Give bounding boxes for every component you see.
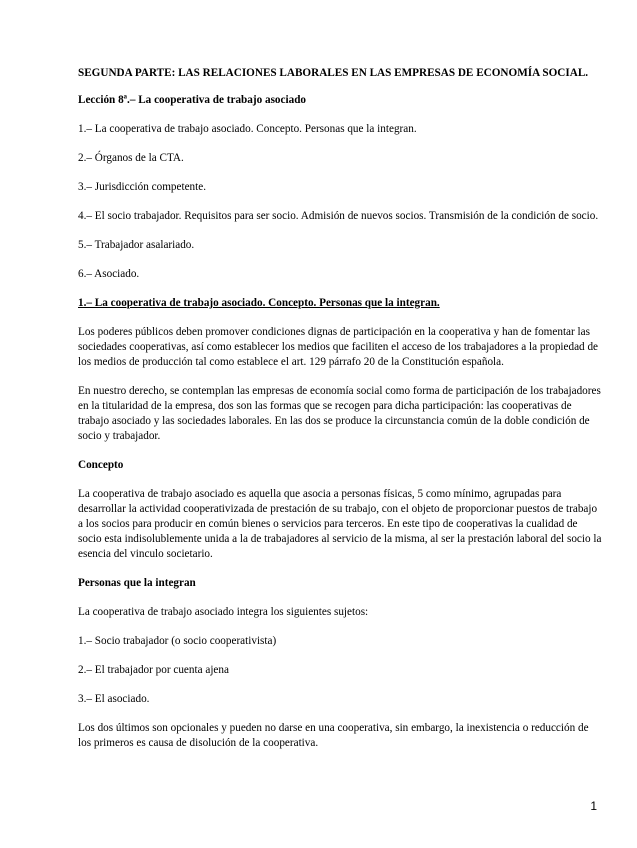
index-item: 2.– Órganos de la CTA. [78,152,184,164]
list-item: 3.– El asociado. [78,693,150,705]
page-number: 1 [590,799,597,813]
personas-heading: Personas que la integran [78,577,196,589]
index-item: 6.– Asociado. [78,268,140,280]
paragraph: Los poderes públicos deben promover condiciones dignas de participación en la cooperativa y han de fomentar las sociedades cooperativas, así como establecer los medios que faciliten el acceso de los trabajadores a la propiedad de los medios de producción tal como establece el art. 129 párrafo 20 de la Constitución española. [78,326,599,368]
paragraph: La cooperativa de trabajo asociado es aquella que asocia a personas físicas, 5 como mínimo, agrupadas para desarrollar la actividad cooperativizada de prestación de su trabajo, con el objeto de proporcionar puestos de trabajo a los socios para producir en común bienes o servicios para terceros. En este tipo de cooperativas la cualidad de socio esta indisolublemente unida a la de trabajadores al servicio de la misma, al ser la prestación laboral del socio la esencia del vinculo societario. [78,488,602,560]
paragraph: En nuestro derecho, se contemplan las empresas de economía social como forma de participación de los trabajadores en la titularidad de la empresa, dos son las formas que se recogen para dicha participación: las cooperativas de trabajo asociado y las sociedades laborales. En las dos se produce la circunstancia común de la doble condición de socio y trabajador. [78,385,601,442]
index-item: 1.– La cooperativa de trabajo asociado. Concepto. Personas que la integran. [78,123,417,135]
lesson-heading: Lección 8ª.– La cooperativa de trabajo asociado [78,94,307,106]
paragraph: Los dos últimos son opcionales y pueden no darse en una cooperativa, sin embargo, la inexistencia o reducción de los primeros es causa de disolución de la cooperativa. [78,722,589,749]
concepto-heading: Concepto [78,459,124,471]
index-item: 4.– El socio trabajador. Requisitos para ser socio. Admisión de nuevos socios. Transmisión de la condición de socio. [78,210,599,222]
index-item: 5.– Trabajador asalariado. [78,239,195,251]
paragraph: La cooperativa de trabajo asociado integra los siguientes sujetos: [78,606,369,618]
section-heading: 1.– La cooperativa de trabajo asociado. Concepto. Personas que la integran. [78,297,440,309]
document-title: SEGUNDA PARTE: LAS RELACIONES LABORALES EN LAS EMPRESAS DE ECONOMÍA SOCIAL. [78,67,589,79]
index-item: 3.– Jurisdicción competente. [78,181,207,193]
document-page [78,66,602,765]
list-item: 2.– El trabajador por cuenta ajena [78,664,229,676]
list-item: 1.– Socio trabajador (o socio cooperativista) [78,635,277,647]
